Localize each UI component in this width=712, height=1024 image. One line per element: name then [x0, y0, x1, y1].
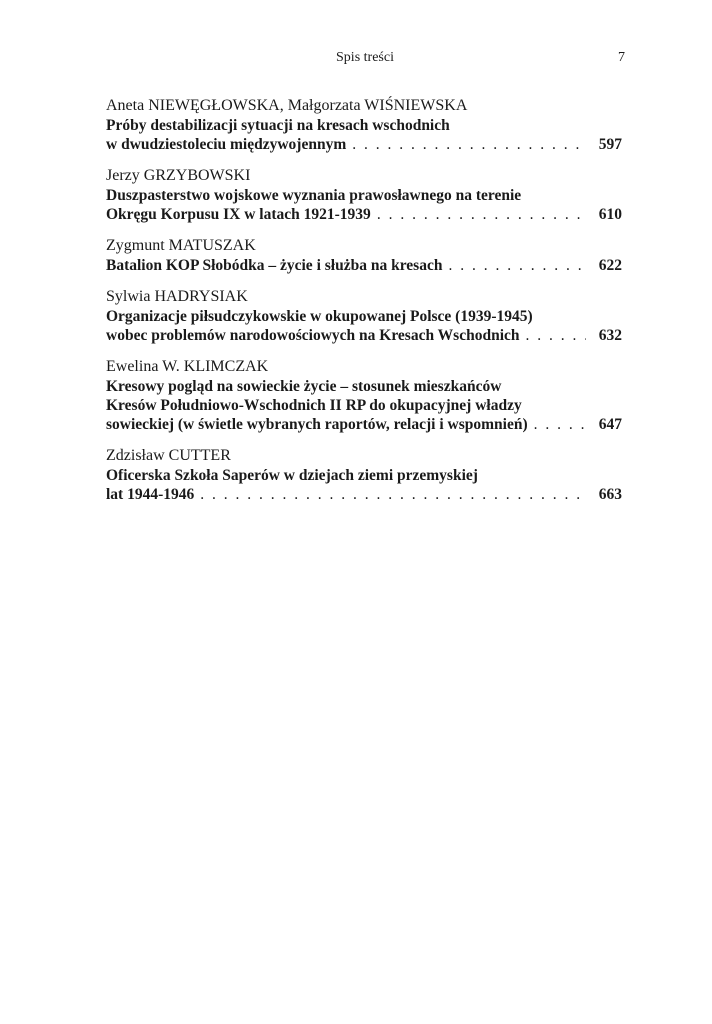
header-title: Spis treści	[336, 50, 394, 65]
entry-title-last-line	[106, 135, 622, 154]
entry-title-text: w dwudziestoleciu międzywojennym	[106, 136, 347, 153]
dot-leader	[448, 256, 586, 275]
dot-leader	[377, 205, 586, 224]
entry-page-number: 597	[598, 136, 622, 153]
entry-title-text: sowieckiej (w świetle wybranych raportów, relacji i wspomnień)	[106, 416, 528, 433]
entry-author: Sylwia HADRYSIAK	[106, 288, 248, 305]
dot-leader	[534, 415, 586, 434]
header-page-number: 7	[618, 50, 625, 65]
entry-page-number: 632	[598, 327, 622, 344]
toc-entry	[106, 446, 622, 504]
entry-title-line: Organizacje piłsudczykowskie w okupowanej Polsce (1939-1945)	[106, 308, 533, 325]
table-of-contents	[106, 96, 622, 516]
entry-author: Ewelina W. KLIMCZAK	[106, 358, 269, 375]
entry-title-line: Kresów Południowo-Wschodnich II RP do okupacyjnej władzy	[106, 397, 522, 414]
entry-title-text: Okręgu Korpusu IX w latach 1921-1939	[106, 206, 371, 223]
entry-page-number: 622	[598, 257, 622, 274]
entry-author: Jerzy GRZYBOWSKI	[106, 167, 251, 184]
toc-entry	[106, 166, 622, 224]
toc-entry	[106, 96, 622, 154]
entry-title-line: Kresowy pogląd na sowieckie życie – stosunek mieszkańców	[106, 378, 502, 395]
running-header	[105, 50, 625, 70]
entry-author: Zdzisław CUTTER	[106, 447, 231, 464]
dot-leader	[526, 326, 586, 345]
toc-entry	[106, 236, 622, 275]
dot-leader	[352, 135, 586, 154]
entry-title-text: wobec problemów narodowościowych na Kresach Wschodnich	[106, 327, 520, 344]
dot-leader	[200, 485, 586, 504]
entry-title-line: Duszpasterstwo wojskowe wyznania prawosławnego na terenie	[106, 187, 522, 204]
entry-author: Zygmunt MATUSZAK	[106, 237, 256, 254]
entry-page-number: 663	[598, 486, 622, 503]
entry-title-text: lat 1944-1946	[106, 486, 195, 503]
entry-title-last-line	[106, 205, 622, 224]
entry-title-last-line	[106, 256, 622, 275]
toc-entry	[106, 287, 622, 345]
entry-title-last-line	[106, 485, 622, 504]
entry-author: Aneta NIEWĘGŁOWSKA, Małgorzata WIŚNIEWSKA	[106, 97, 468, 114]
entry-page-number: 647	[598, 416, 622, 433]
entry-title-text: Batalion KOP Słobódka – życie i służba na kresach	[106, 257, 443, 274]
entry-page-number: 610	[598, 206, 622, 223]
entry-title-line: Próby destabilizacji sytuacji na kresach wschodnich	[106, 117, 450, 134]
entry-title-line: Oficerska Szkoła Saperów w dziejach ziemi przemyskiej	[106, 467, 478, 484]
entry-title-last-line	[106, 415, 622, 434]
toc-entry	[106, 357, 622, 434]
entry-title-last-line	[106, 326, 622, 345]
